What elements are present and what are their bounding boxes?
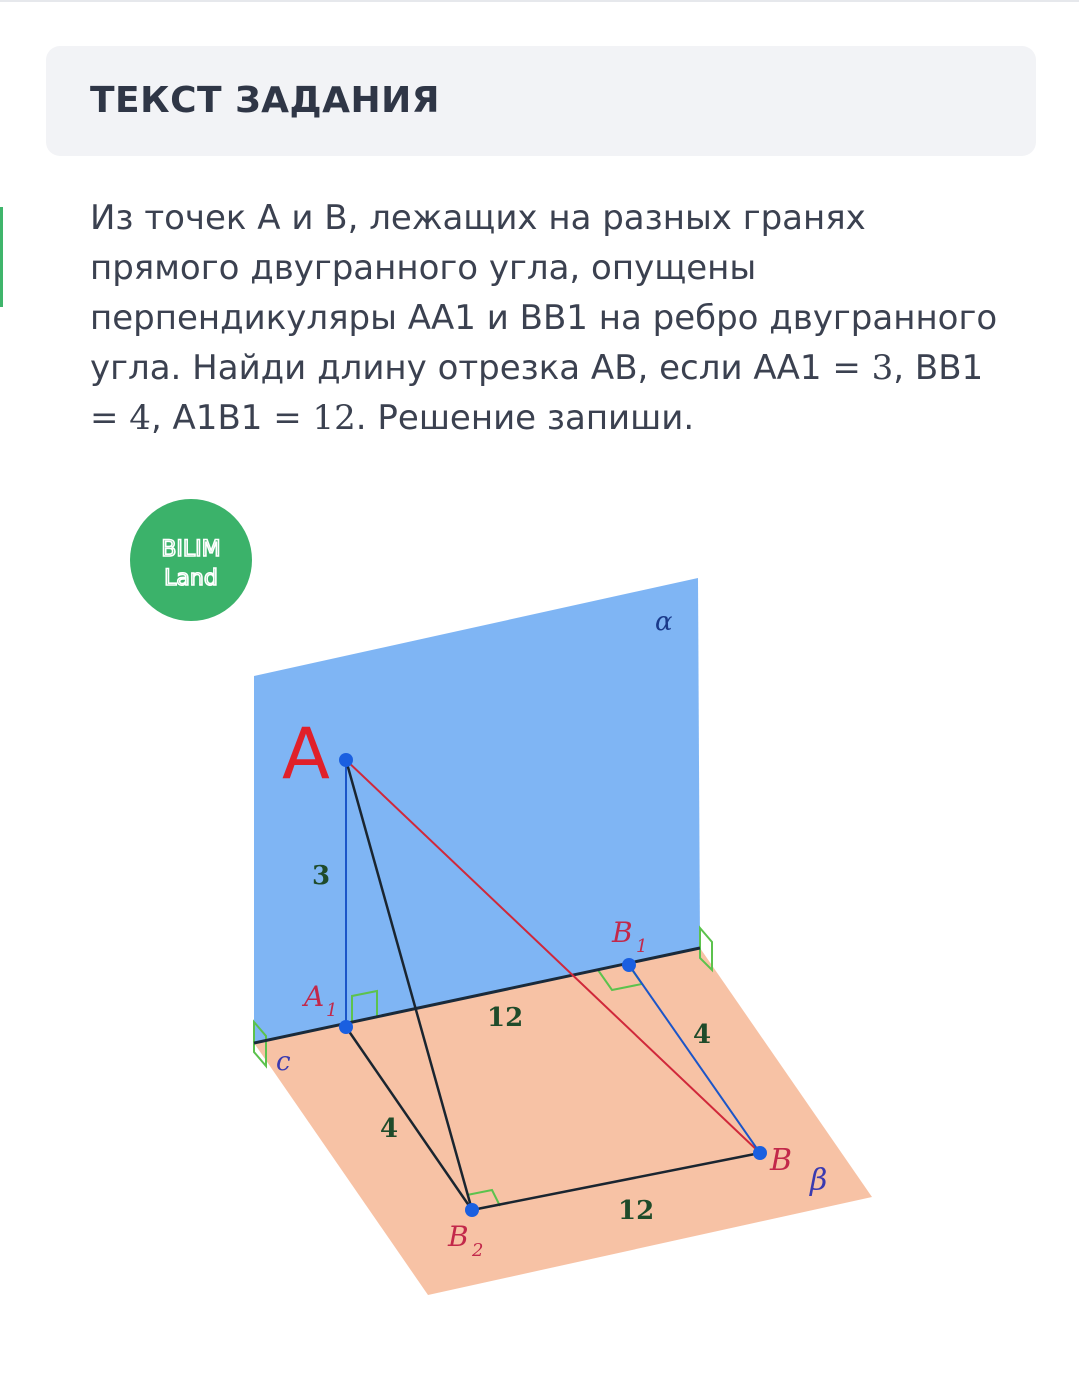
- point-B1: [622, 958, 636, 972]
- task-line: [90, 293, 1020, 343]
- math-value: = 12: [273, 398, 356, 438]
- task-text-segment: , А1В1: [150, 398, 274, 438]
- task-line: [90, 343, 1020, 393]
- label-point-B2-subscript: 2: [472, 1240, 484, 1261]
- task-line: [90, 193, 1020, 243]
- task-text-segment: Из точек А и В, лежащих на разных гранях: [90, 198, 866, 238]
- math-value: = 4: [90, 398, 151, 438]
- point-A1: [339, 1020, 353, 1034]
- figure-svg: [0, 470, 1079, 1393]
- task-line: [90, 393, 1020, 443]
- header-card: [46, 46, 1036, 156]
- label-edge-c: c: [276, 1047, 291, 1077]
- label-point-B1: B: [612, 916, 633, 949]
- label-point-A1-subscript: 1: [326, 1000, 338, 1021]
- task-text: [90, 193, 1020, 443]
- label-length-BB1: 4: [693, 1020, 712, 1050]
- label-length-B2B: 12: [618, 1196, 655, 1226]
- task-text-segment: перпендикуляры АА1 и ВВ1 на ребро двугранного: [90, 298, 998, 338]
- label-alpha: α: [655, 607, 673, 637]
- point-B: [753, 1146, 767, 1160]
- label-point-A1: A: [304, 980, 325, 1013]
- point-B2: [465, 1203, 479, 1217]
- page-title: ТЕКСТ ЗАДАНИЯ: [90, 80, 440, 121]
- label-beta: β: [810, 1163, 828, 1198]
- task-text-segment: . Решение запиши.: [355, 398, 695, 438]
- logo-text-line1: BILIM: [161, 537, 221, 562]
- label-length-AA1: 3: [312, 861, 331, 891]
- task-line: [90, 243, 1020, 293]
- label-length-A1B2: 4: [380, 1114, 399, 1144]
- logo-text-line2: Land: [164, 566, 218, 591]
- task-text-segment: угла. Найди длину отрезка АВ, если АА1: [90, 348, 833, 388]
- label-length-A1B1: 12: [487, 1003, 524, 1033]
- top-divider: [0, 0, 1079, 2]
- label-point-B1-subscript: 1: [636, 936, 648, 957]
- bilimland-logo: [130, 499, 252, 621]
- math-value: = 3: [832, 348, 894, 388]
- dihedral-angle-figure: [0, 470, 1079, 1393]
- left-accent-bar: [0, 207, 3, 307]
- label-point-B: B: [770, 1143, 793, 1178]
- label-point-B2: B: [448, 1220, 469, 1253]
- label-point-A: A: [282, 713, 330, 795]
- task-text-segment: прямого двугранного угла, опущены: [90, 248, 757, 288]
- point-A: [339, 753, 353, 767]
- task-text-segment: , ВВ1: [893, 348, 984, 388]
